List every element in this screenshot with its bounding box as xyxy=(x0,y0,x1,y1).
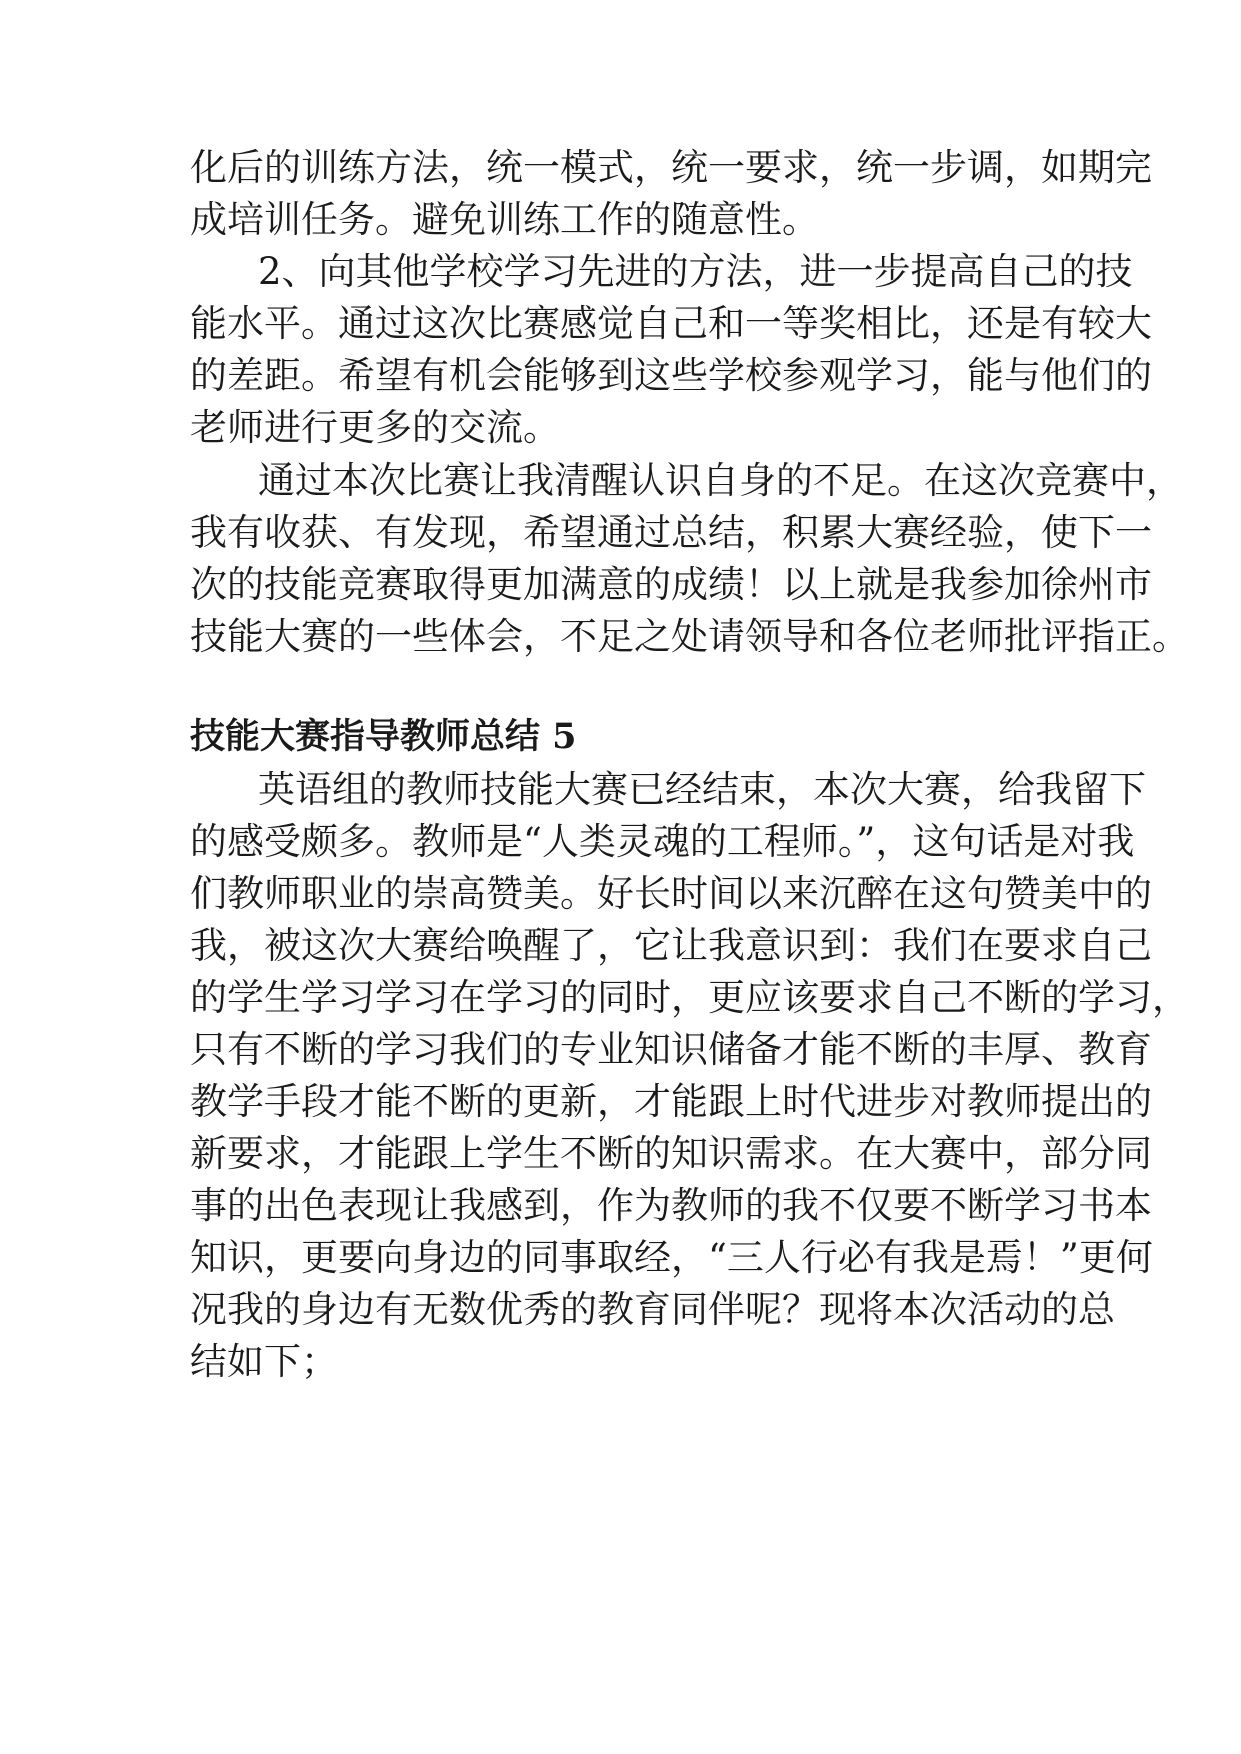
text-line: 教学手段才能不断的更新，才能跟上时代进步对教师提出的 xyxy=(190,1080,1152,1123)
text-line: 的学生学习学习在学习的同时，更应该要求自己不断的学习， xyxy=(190,976,1189,1019)
text-line: 我，被这次大赛给唤醒了，它让我意识到：我们在要求自己 xyxy=(190,924,1152,967)
text-line: 只有不断的学习我们的专业知识储备才能不断的丰厚、教育 xyxy=(190,1028,1152,1071)
text-line: 次的技能竞赛取得更加满意的成绩！以上就是我参加徐州市 xyxy=(190,563,1152,606)
text-line: 英语组的教师技能大赛已经结束，本次大赛，给我留下 xyxy=(258,768,1146,811)
text-line: 技能大赛的一些体会，不足之处请领导和各位老师批评指正。 xyxy=(190,615,1189,658)
text-line: 2、向其他学校学习先进的方法，进一步提高自己的技 xyxy=(258,250,1133,293)
text-line: 能水平。通过这次比赛感觉自己和一等奖相比，还是有较大 xyxy=(190,302,1152,345)
text-line: 事的出色表现让我感到，作为教师的我不仅要不断学习书本 xyxy=(190,1184,1152,1227)
text-line: 况我的身边有无数优秀的教育同伴呢？现将本次活动的总 xyxy=(190,1288,1115,1331)
text-line: 成培训任务。避免训练工作的随意性。 xyxy=(190,198,819,241)
text-line: 知识，更要向身边的同事取经，“三人行必有我是焉！”更何 xyxy=(190,1236,1153,1279)
text-line: 通过本次比赛让我清醒认识自身的不足。在这次竞赛中， xyxy=(258,459,1183,502)
text-line: 的感受颇多。教师是“人类灵魂的工程师。”，这句话是对我 xyxy=(190,820,1135,863)
text-line: 化后的训练方法，统一模式，统一要求，统一步调，如期完 xyxy=(190,146,1152,189)
text-line: 的差距。希望有机会能够到这些学校参观学习，能与他们的 xyxy=(190,354,1152,397)
text-line: 我有收获、有发现，希望通过总结，积累大赛经验，使下一 xyxy=(190,511,1152,554)
text-line: 结如下； xyxy=(190,1340,338,1383)
text-line: 新要求，才能跟上学生不断的知识需求。在大赛中，部分同 xyxy=(190,1132,1152,1175)
text-line: 们教师职业的崇高赞美。好长时间以来沉醉在这句赞美中的 xyxy=(190,872,1152,915)
section-heading: 技能大赛指导教师总结 5 xyxy=(190,716,577,757)
text-line: 老师进行更多的交流。 xyxy=(190,406,560,449)
